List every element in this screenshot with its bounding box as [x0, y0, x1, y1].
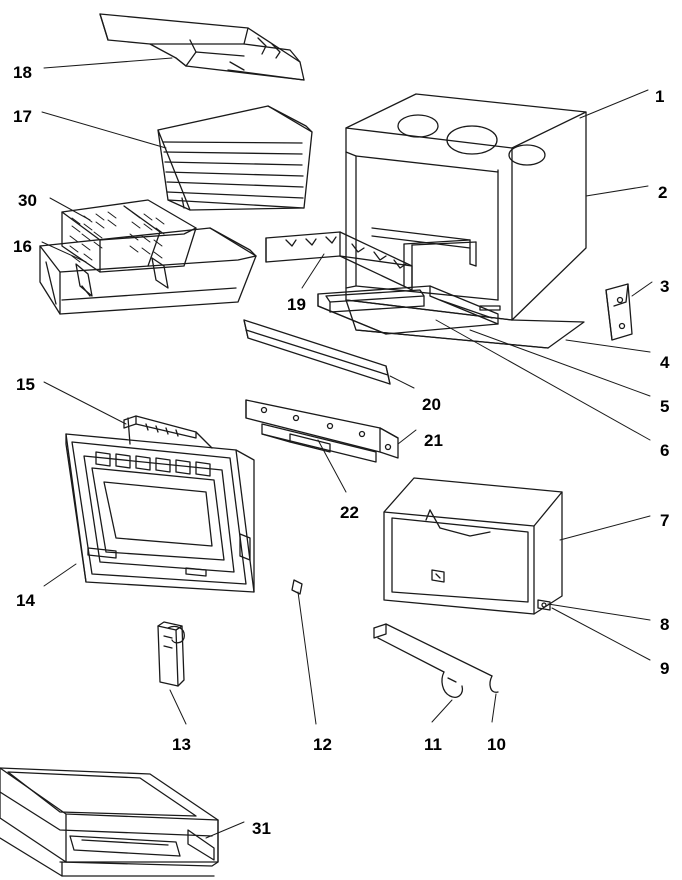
callout-14: 14	[16, 591, 35, 610]
callout-8: 8	[660, 615, 670, 634]
callout-19: 19	[287, 295, 306, 314]
callout-20: 20	[422, 395, 441, 414]
part-oven-cavity-shell	[346, 94, 586, 348]
callout-7: 7	[660, 511, 670, 530]
callout-16: 16	[13, 237, 32, 256]
part-heat-deflector-panel	[158, 106, 312, 210]
callout-15: 15	[16, 375, 35, 394]
callout-12: 12	[313, 735, 332, 754]
callout-3: 3	[660, 277, 670, 296]
callout-10: 10	[487, 735, 506, 754]
part-top-trim-fascia	[100, 14, 304, 80]
callout-31: 31	[252, 819, 271, 838]
callout-9: 9	[660, 659, 670, 678]
part-front-trim-rail	[244, 320, 390, 384]
callout-2: 2	[658, 183, 668, 202]
part-inner-door-glass-panel	[384, 478, 562, 614]
callout-22: 22	[340, 503, 359, 522]
callout-11: 11	[424, 735, 442, 754]
part-handle-wire	[374, 624, 498, 697]
callout-21: 21	[424, 431, 443, 450]
callout-30: 30	[18, 191, 37, 210]
part-lower-fixing-strip	[262, 424, 376, 462]
callout-17: 17	[13, 107, 32, 126]
part-outer-door-assembly	[66, 434, 254, 592]
part-oven-shelf-runner	[266, 232, 412, 290]
callout-18: 18	[13, 63, 32, 82]
part-mounting-bracket	[606, 284, 632, 340]
part-storage-drawer-assembly	[0, 768, 218, 876]
part-oven-tray	[318, 286, 498, 334]
callout-5: 5	[660, 397, 670, 416]
callout-4: 4	[660, 353, 670, 372]
part-door-seal-clip	[292, 580, 302, 594]
part-latch-striker	[158, 622, 184, 686]
callout-13: 13	[172, 735, 191, 754]
callout-6: 6	[660, 441, 670, 460]
callout-1: 1	[655, 87, 665, 106]
